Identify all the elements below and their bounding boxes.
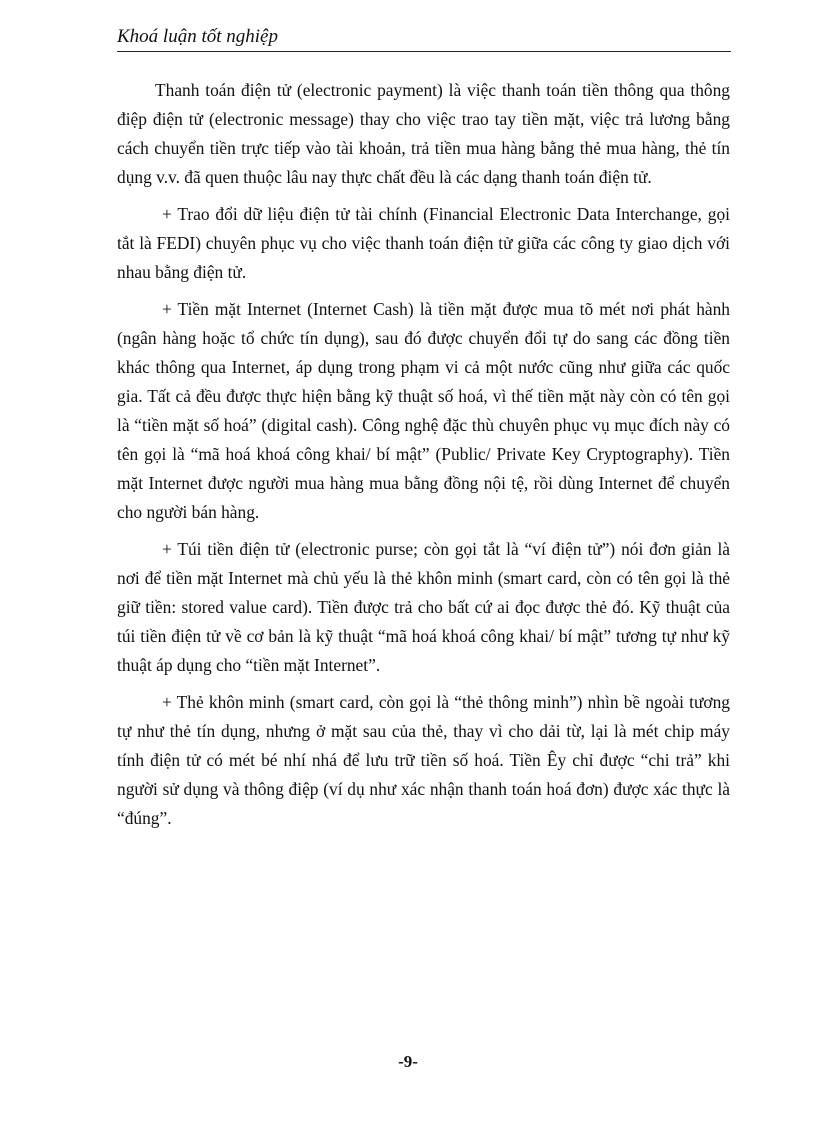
paragraph-internet-cash: + Tiền mặt Internet (Internet Cash) là tiền mặt được mua tõ mét nơi phát hành (ngân hàng hoặc tổ chức tín dụng), sau đó được chuyển đổi tự do sang các đồng tiền khác thông qua Internet, áp dụng trong phạm vi cả một nước cũng như giữa các quốc gia. Tất cả đều được thực hiện bằng kỹ thuật số hoá, vì thế tiền mặt này còn có tên gọi là “tiền mặt số hoá” (digital cash). Công nghệ đặc thù chuyên phục vụ mục đích này có tên gọi là “mã hoá khoá công khai/ bí mật” (Public/ Private Key Cryptography). Tiền mặt Internet được người mua hàng mua bằng đồng nội tệ, rồi dùng Internet để chuyển cho người bán hàng.: [117, 299, 730, 522]
paragraph-smart-card: + Thẻ khôn minh (smart card, còn gọi là “thẻ thông minh”) nhìn bề ngoài tương tự như thẻ tín dụng, nhưng ở mặt sau của thẻ, thay vì cho dải từ, lại là mét chip máy tính điện tử có mét bé nhí nhá để lưu trữ tiền số hoá. Tiền Êy chỉ được “chi trả” khi người sử dụng và thông điệp (ví dụ như xác nhận thanh toán hoá đơn) được xác thực là “đúng”.: [117, 692, 730, 828]
document-body: [117, 76, 730, 841]
page-header: [117, 24, 731, 52]
paragraph-electronic-purse: + Túi tiền điện tử (electronic purse; còn gọi tắt là “ví điện tử”) nói đơn giản là nơi để tiền mặt Internet mà chủ yếu là thẻ khôn minh (smart card, còn có tên gọi là thẻ giữ tiền: stored value card). Tiền được trả cho bất cứ ai đọc được thẻ đó. Kỹ thuật của túi tiền điện tử về cơ bản là kỹ thuật “mã hoá khoá công khai/ bí mật” tương tự như kỹ thuật áp dụng cho “tiền mặt Internet”.: [117, 539, 730, 675]
header-divider: [117, 51, 731, 52]
paragraph-electronic-payment: Thanh toán điện tử (electronic payment) là việc thanh toán tiền thông qua thông điệp điện tử (electronic message) thay cho việc trao tay tiền mặt, việc trả lương bằng cách chuyển tiền trực tiếp vào tài khoản, trả tiền mua hàng bằng thẻ mua hàng, thẻ tín dụng v.v. đã quen thuộc lâu nay thực chất đều là các dạng thanh toán điện tử.: [117, 80, 730, 187]
paragraph-fedi: + Trao đổi dữ liệu điện tử tài chính (Financial Electronic Data Interchange, gọi tắt là FEDI) chuyên phục vụ cho việc thanh toán điện tử giữa các công ty giao dịch với nhau bằng điện tử.: [117, 204, 730, 282]
header-title: Khoá luận tốt nghiệp: [117, 26, 278, 47]
page-number: -9-: [398, 1052, 418, 1071]
